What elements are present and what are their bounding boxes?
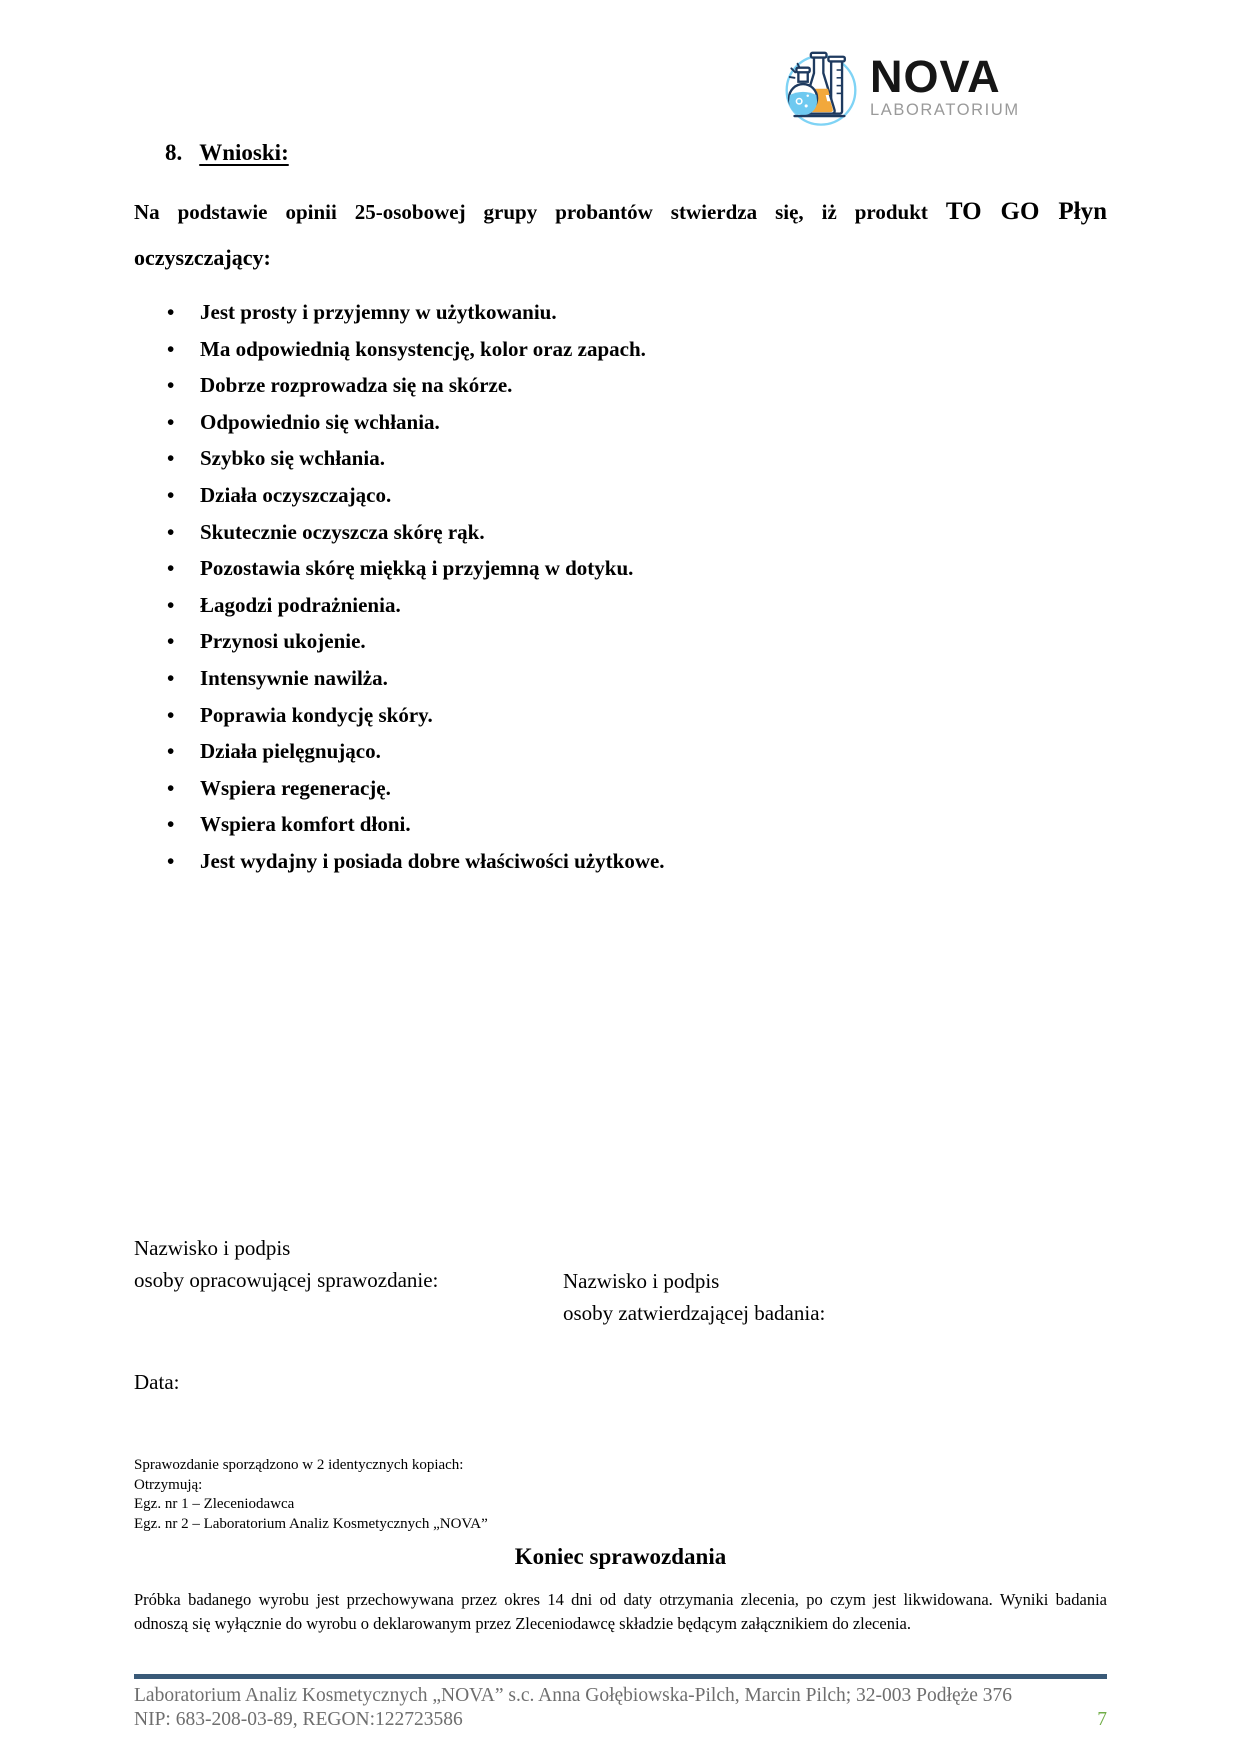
conclusion-text: Jest wydajny i posiada dobre właściwości użytkowe. (200, 848, 665, 873)
conclusion-item (167, 514, 665, 551)
signature-block-approver (563, 1265, 825, 1329)
conclusion-item (167, 404, 665, 441)
signature-block-author (134, 1232, 438, 1296)
conclusion-item (167, 477, 665, 514)
end-of-report-title: Koniec sprawozdania (514, 1544, 727, 1569)
logo-text (870, 50, 1020, 119)
conclusion-item (167, 331, 665, 368)
conclusion-item (167, 843, 665, 880)
conclusion-item (167, 770, 665, 807)
conclusion-item (167, 294, 665, 331)
intro-lead: Na podstawie opinii 25-osobowej grupy probantów stwierdza się, iż produkt (134, 200, 928, 224)
conclusion-item (167, 587, 665, 624)
section-title: Wnioski: (199, 140, 289, 165)
conclusion-item (167, 660, 665, 697)
footer-company-line: Laboratorium Analiz Kosmetycznych „NOVA” s.c. Anna Gołębiowska-Pilch, Marcin Pilch; 32-003 Podłęże 376 (134, 1685, 1013, 1706)
footer-divider (134, 1674, 1107, 1679)
nova-logo (782, 44, 1020, 128)
logo-brand: NOVA (870, 50, 1001, 102)
distribution-line: Sprawozdanie sporządzono w 2 identycznych kopiach: (134, 1457, 464, 1473)
conclusion-text: Łagodzi podrażnienia. (200, 592, 401, 617)
bullet-icon: • (167, 556, 175, 581)
intro-paragraph-line2: oczyszczający: (134, 245, 271, 270)
date-label: Data: (134, 1370, 180, 1394)
copies-distribution-note (134, 1456, 488, 1534)
conclusion-text: Skutecznie oczyszcza skórę rąk. (200, 519, 485, 544)
bullet-icon: • (167, 702, 175, 727)
signature-approver-line2: osoby zatwierdzającej badania: (563, 1301, 826, 1325)
bullet-icon: • (167, 409, 175, 434)
page-number: 7 (1097, 1708, 1107, 1730)
bullet-icon: • (167, 446, 175, 471)
conclusion-item (167, 367, 665, 404)
conclusion-text: Szybko się wchłania. (200, 446, 385, 471)
conclusion-text: Intensywnie nawilża. (200, 665, 388, 690)
conclusion-text: Jest prosty i przyjemny w użytkowaniu. (200, 300, 557, 324)
bullet-icon: • (167, 848, 175, 873)
conclusion-text: Działa oczyszczająco. (200, 482, 392, 507)
bullet-icon: • (167, 336, 175, 361)
conclusion-text: Ma odpowiednią konsystencję, kolor oraz zapach. (200, 336, 646, 361)
conclusion-text: Przynosi ukojenie. (200, 629, 366, 654)
conclusion-text: Wspiera regenerację. (200, 775, 391, 800)
conclusion-item (167, 550, 665, 587)
conclusion-text: Poprawia kondycję skóry. (200, 702, 433, 727)
conclusion-item (167, 806, 665, 843)
signature-approver-line1: Nazwisko i podpis (563, 1269, 720, 1293)
logo-subtitle: LABORATORIUM (870, 100, 1020, 119)
bullet-icon: • (167, 739, 175, 764)
bullet-icon: • (167, 665, 175, 690)
conclusion-item (167, 440, 665, 477)
footer-nip-regon-line: NIP: 683-208-03-89, REGON:122723586 (134, 1708, 463, 1730)
intro-paragraph-line1 (134, 198, 1107, 226)
bullet-icon: • (167, 300, 175, 324)
distribution-line: Otrzymują: (134, 1476, 203, 1493)
sample-retention-disclaimer: Próbka badanego wyrobu jest przechowywana przez okres 14 dni od daty otrzymania zlecenia, po czym jest likwidowana. Wyniki badania odnoszą się wyłącznie do wyrobu o deklarowanym przez Zleceniodawcę składzie będącym załącznikiem do zlecenia. (134, 1590, 1107, 1633)
section-heading (165, 140, 289, 166)
conclusion-text: Pozostawia skórę miękką i przyjemną w dotyku. (200, 556, 634, 581)
distribution-line: Egz. nr 1 – Zleceniodawca (134, 1496, 295, 1512)
conclusions-list (167, 294, 665, 880)
bullet-icon: • (167, 629, 175, 654)
conclusion-text: Dobrze rozprowadza się na skórze. (200, 373, 513, 398)
page-footer (134, 1674, 1107, 1731)
product-name: TO GO Płyn (945, 198, 1107, 225)
signature-author-line2: osoby opracowującej sprawozdanie: (134, 1268, 439, 1292)
distribution-line: Egz. nr 2 – Laboratorium Analiz Kosmetycznych „NOVA” (134, 1515, 488, 1532)
conclusion-item (167, 733, 665, 770)
conclusion-item (167, 623, 665, 660)
bullet-icon: • (167, 812, 175, 837)
section-number: 8. (165, 140, 183, 165)
bullet-icon: • (167, 373, 175, 398)
conclusion-text: Wspiera komfort dłoni. (200, 812, 411, 837)
bullet-icon: • (167, 519, 175, 544)
bullet-icon: • (167, 775, 175, 800)
signature-author-line1: Nazwisko i podpis (134, 1236, 291, 1260)
conclusion-item (167, 697, 665, 734)
conclusion-text: Działa pielęgnująco. (200, 739, 381, 764)
lab-flasks-icon (782, 44, 860, 128)
conclusion-text: Odpowiednio się wchłania. (200, 409, 440, 434)
bullet-icon: • (167, 592, 175, 617)
bullet-icon: • (167, 482, 175, 507)
